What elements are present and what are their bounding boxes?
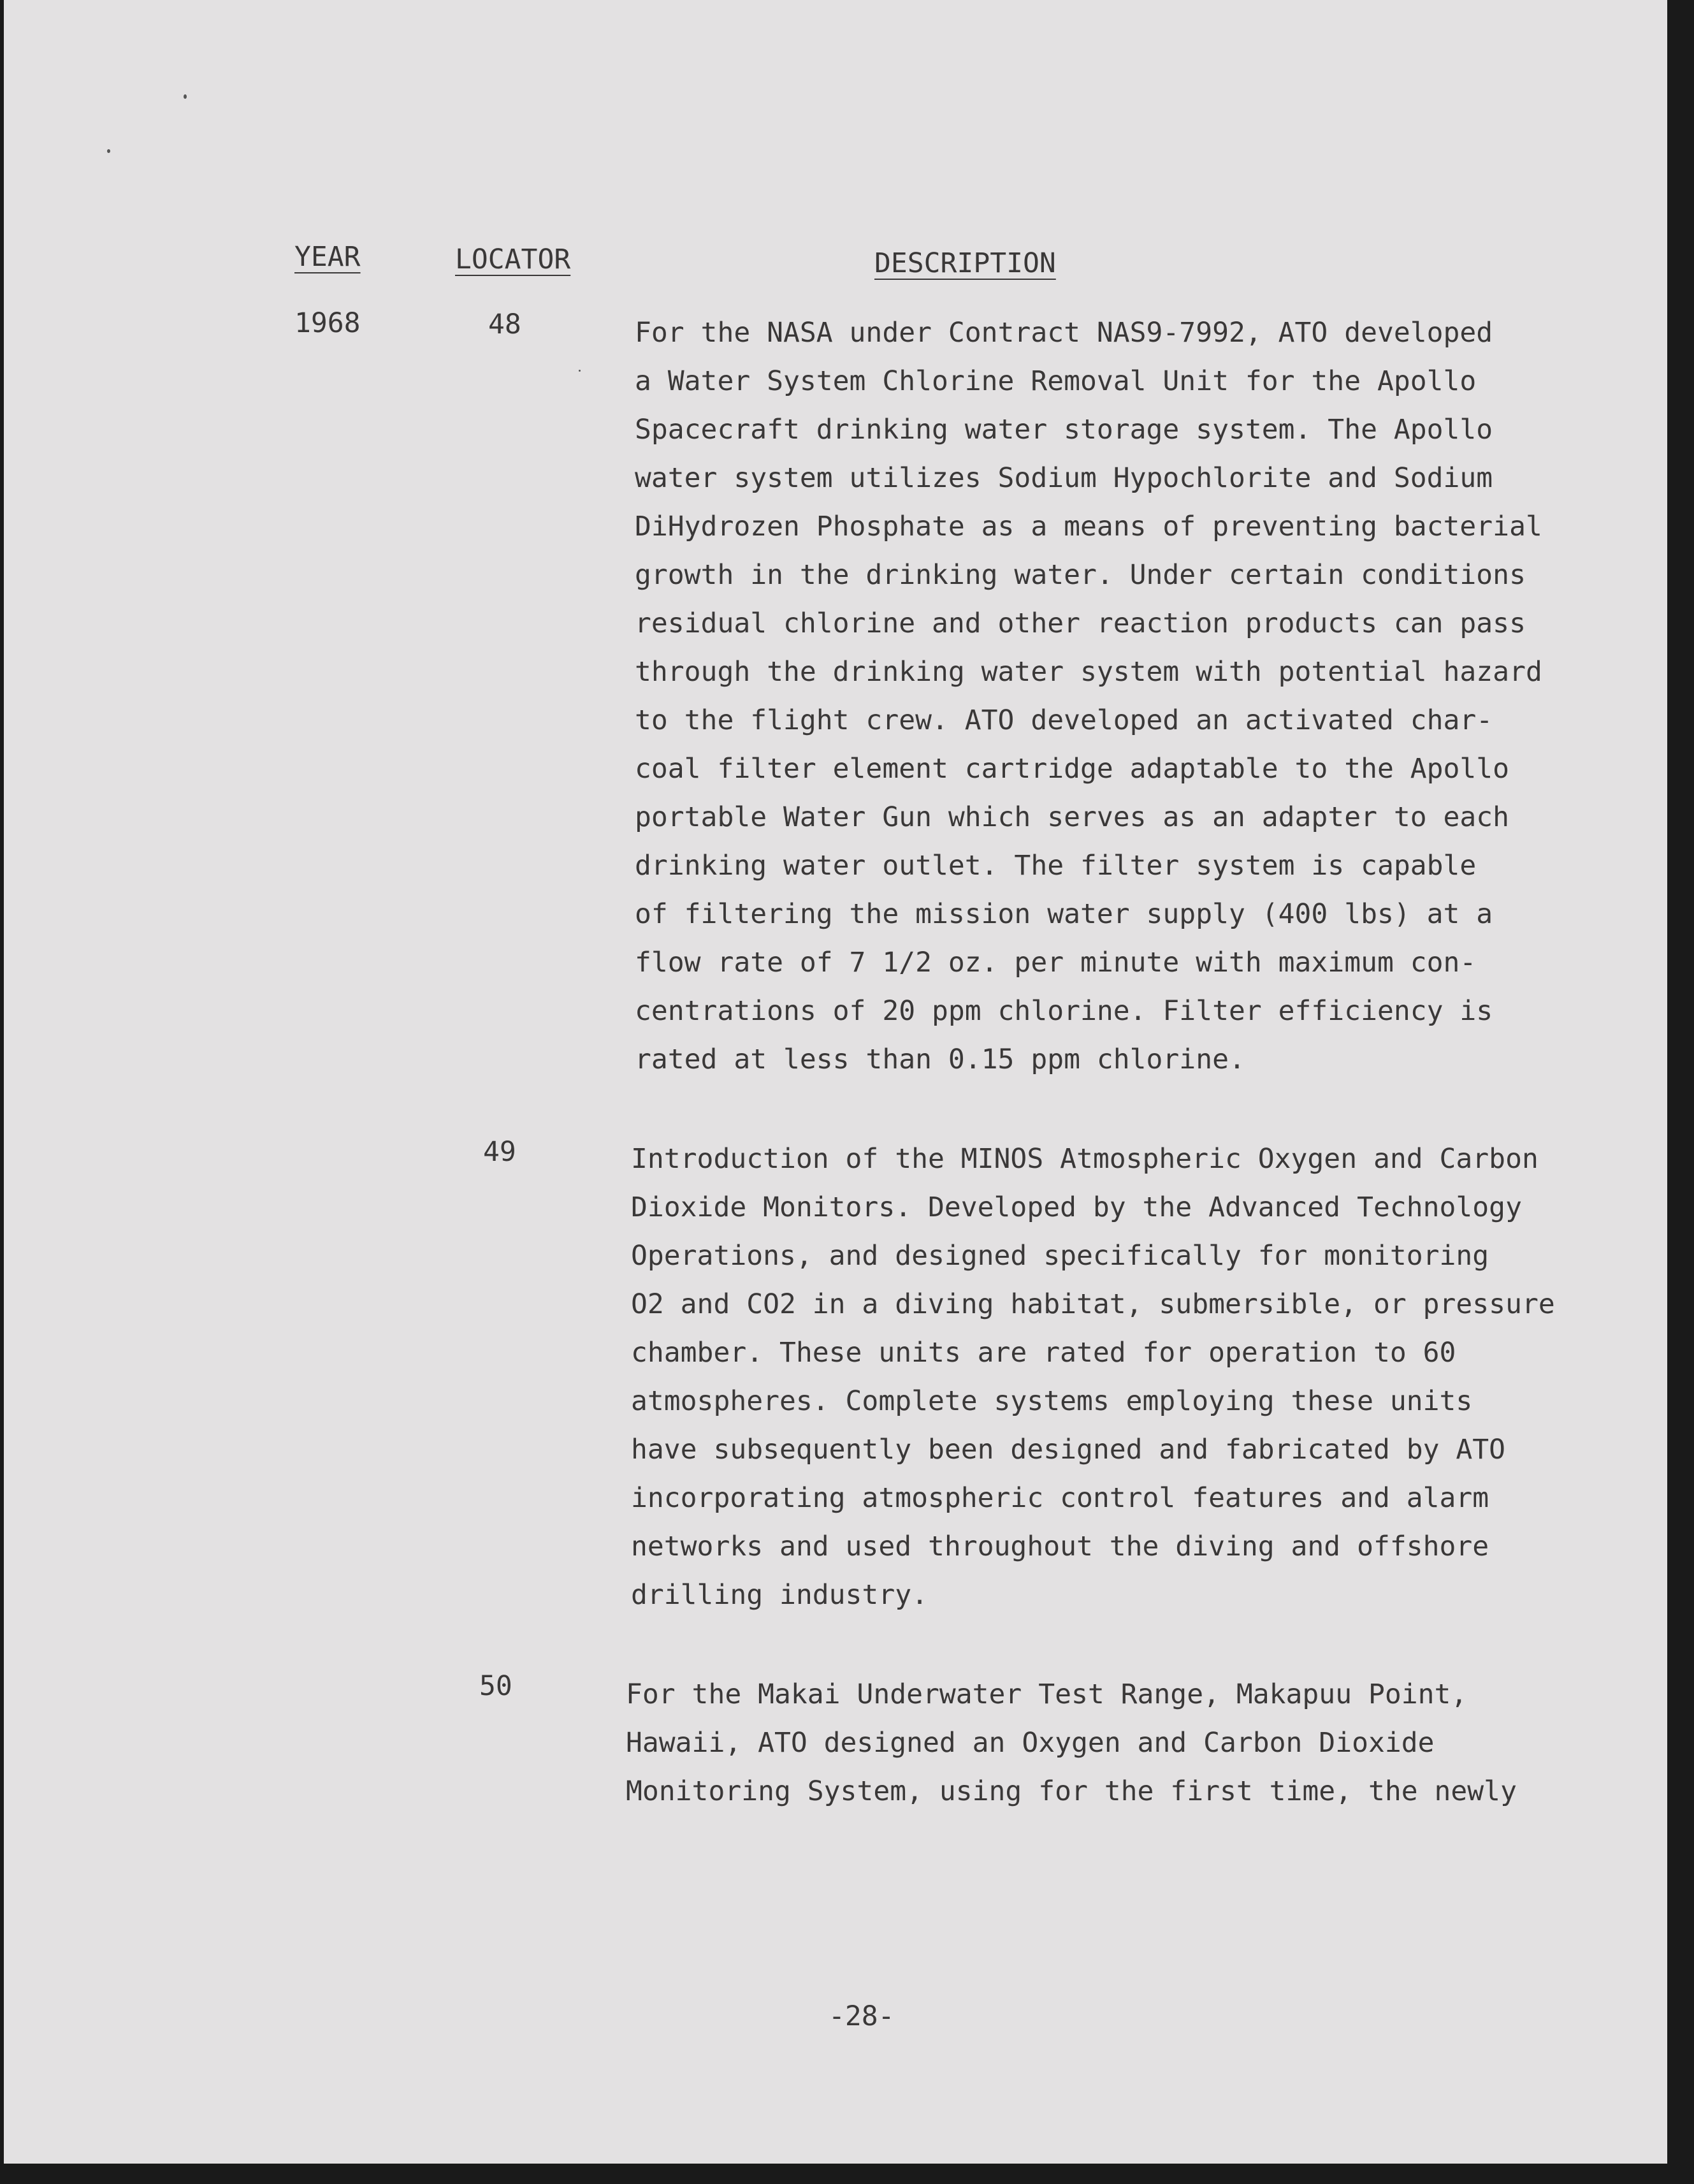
- description-line: chamber. These units are rated for operation to 60: [631, 1337, 1456, 1369]
- entry-locator: 50: [479, 1670, 512, 1702]
- header-year: YEAR: [294, 241, 361, 273]
- scan-speck: [184, 94, 187, 99]
- description-line: water system utilizes Sodium Hypochlorite and Sodium: [635, 462, 1493, 494]
- header-locator: LOCATOR: [455, 244, 571, 275]
- description-line: Operations, and designed specifically for monitoring: [631, 1240, 1489, 1272]
- description-line: For the NASA under Contract NAS9-7992, ATO developed: [635, 317, 1493, 349]
- entry-48-description: [635, 309, 1542, 1084]
- description-line: flow rate of 7 1/2 oz. per minute with maximum con-: [635, 947, 1477, 979]
- entry-49-description: [631, 1135, 1555, 1619]
- description-line: O2 and CO2 in a diving habitat, submersible, or pressure: [631, 1288, 1555, 1320]
- header-description: DESCRIPTION: [874, 247, 1056, 279]
- description-line: Hawaii, ATO designed an Oxygen and Carbon Dioxide: [626, 1727, 1435, 1759]
- description-line: Spacecraft drinking water storage system. The Apollo: [635, 414, 1493, 446]
- description-line: of filtering the mission water supply (400 lbs) at a: [635, 898, 1493, 930]
- scan-speck: [107, 149, 110, 153]
- description-line: coal filter element cartridge adaptable to the Apollo: [635, 753, 1510, 785]
- entry-locator: 48: [488, 309, 521, 340]
- description-line: incorporating atmospheric control features and alarm: [631, 1482, 1489, 1514]
- description-line: a Water System Chlorine Removal Unit for the Apollo: [635, 365, 1477, 397]
- description-line: drilling industry.: [631, 1579, 928, 1611]
- paper-sheet: [4, 0, 1667, 2164]
- description-line: growth in the drinking water. Under certain conditions: [635, 559, 1526, 591]
- description-line: Introduction of the MINOS Atmospheric Oxygen and Carbon: [631, 1143, 1538, 1175]
- scan-speck: [579, 370, 581, 372]
- description-line: DiHydrozen Phosphate as a means of preventing bacterial: [635, 511, 1542, 542]
- description-line: For the Makai Underwater Test Range, Makapuu Point,: [626, 1678, 1468, 1710]
- description-line: networks and used throughout the diving and offshore: [631, 1531, 1489, 1562]
- description-line: drinking water outlet. The filter system is capable: [635, 850, 1477, 882]
- description-line: to the flight crew. ATO developed an activated char-: [635, 704, 1493, 736]
- entry-locator: 49: [483, 1136, 516, 1168]
- description-line: centrations of 20 ppm chlorine. Filter efficiency is: [635, 995, 1493, 1027]
- entry-50-description: [626, 1670, 1517, 1816]
- description-line: have subsequently been designed and fabricated by ATO: [631, 1434, 1506, 1466]
- description-line: residual chlorine and other reaction products can pass: [635, 608, 1526, 639]
- page-number: -28-: [829, 2000, 895, 2032]
- description-line: Dioxide Monitors. Developed by the Advanced Technology: [631, 1191, 1522, 1223]
- description-line: through the drinking water system with potential hazard: [635, 656, 1542, 688]
- entry-year: 1968: [294, 307, 361, 339]
- description-line: portable Water Gun which serves as an adapter to each: [635, 801, 1510, 833]
- description-line: atmospheres. Complete systems employing these units: [631, 1385, 1473, 1417]
- description-line: rated at less than 0.15 ppm chlorine.: [635, 1044, 1245, 1075]
- description-line: Monitoring System, using for the first time, the newly: [626, 1775, 1517, 1807]
